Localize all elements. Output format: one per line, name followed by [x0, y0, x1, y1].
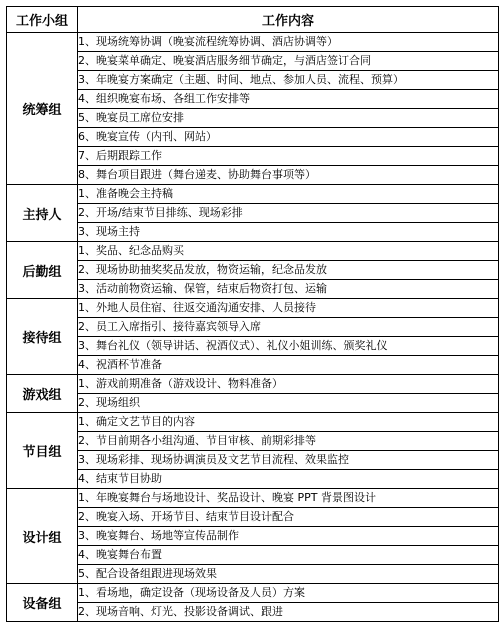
table-row [7, 451, 499, 470]
task-item: 1、看场地，确定设备（现场设备及人员）方案 [78, 584, 499, 603]
table-row [7, 413, 499, 432]
table-row [7, 261, 499, 280]
table-row [7, 166, 499, 185]
work-assignment-table [6, 6, 499, 622]
table-row [7, 52, 499, 71]
table-row [7, 489, 499, 508]
task-item: 2、现场音响、灯光、投影设备调试、跟进 [78, 603, 499, 622]
group-name: 主持人 [7, 185, 78, 242]
task-item: 3、现场主持 [78, 223, 499, 242]
table-row [7, 223, 499, 242]
task-item: 2、开场/结束节目排练、现场彩排 [78, 204, 499, 223]
task-item: 4、组织晚宴布场、各组工作安排等 [78, 90, 499, 109]
task-item: 1、外地人员住宿、往返交通沟通安排、人员接待 [78, 299, 499, 318]
task-item: 2、晚宴菜单确定、晚宴酒店服务细节确定，与酒店签订合同 [78, 52, 499, 71]
task-item: 1、游戏前期准备（游戏设计、物料准备） [78, 375, 499, 394]
table-row [7, 242, 499, 261]
task-item: 1、现场统筹协调（晚宴流程统筹协调、酒店协调等） [78, 33, 499, 52]
table-row [7, 584, 499, 603]
header-row [7, 7, 499, 33]
table-row [7, 470, 499, 489]
table-row [7, 375, 499, 394]
task-item: 3、活动前物资运输、保管，结束后物资打包、运输 [78, 280, 499, 299]
task-item: 5、配合设备组跟进现场效果 [78, 565, 499, 584]
task-item: 4、结束节目协助 [78, 470, 499, 489]
table-row [7, 546, 499, 565]
group-name: 设计组 [7, 489, 78, 584]
group-name: 游戏组 [7, 375, 78, 413]
task-item: 4、晚宴舞台布置 [78, 546, 499, 565]
task-item: 1、奖品、纪念品购买 [78, 242, 499, 261]
header-group: 工作小组 [7, 7, 78, 33]
table-row [7, 318, 499, 337]
table-row [7, 394, 499, 413]
table-row [7, 603, 499, 622]
table-row [7, 71, 499, 90]
table-row [7, 299, 499, 318]
table-row [7, 33, 499, 52]
task-item: 3、年晚宴方案确定（主题、时间、地点、参加人员、流程、预算） [78, 71, 499, 90]
table-row [7, 90, 499, 109]
task-item: 2、员工入席指引、接待嘉宾领导入席 [78, 318, 499, 337]
table-row [7, 565, 499, 584]
table-row [7, 204, 499, 223]
table-row [7, 109, 499, 128]
table-row [7, 356, 499, 375]
table-row [7, 128, 499, 147]
group-name: 统筹组 [7, 33, 78, 185]
table-row [7, 280, 499, 299]
task-item: 3、舞台礼仪（领导讲话、祝酒仪式）、礼仪小姐训练、颁奖礼仪 [78, 337, 499, 356]
table-row [7, 508, 499, 527]
task-item: 3、晚宴舞台、场地等宣传品制作 [78, 527, 499, 546]
task-item: 3、现场彩排、现场协调演员及文艺节目流程、效果监控 [78, 451, 499, 470]
task-item: 2、晚宴入场、开场节目、结束节目设计配合 [78, 508, 499, 527]
group-name: 节目组 [7, 413, 78, 489]
task-item: 8、舞台项目跟进（舞台递麦、协助舞台事项等） [78, 166, 499, 185]
task-item: 7、后期跟踪工作 [78, 147, 499, 166]
task-item: 2、节目前期各小组沟通、节目审核、前期彩排等 [78, 432, 499, 451]
task-item: 1、准备晚会主持稿 [78, 185, 499, 204]
group-name: 后勤组 [7, 242, 78, 299]
task-item: 2、现场协助抽奖奖品发放，物资运输，纪念品发放 [78, 261, 499, 280]
task-item: 1、确定文艺节目的内容 [78, 413, 499, 432]
task-item: 1、年晚宴舞台与场地设计、奖品设计、晚宴 PPT 背景图设计 [78, 489, 499, 508]
table-row [7, 185, 499, 204]
group-name: 设备组 [7, 584, 78, 622]
task-item: 4、祝酒杯节准备 [78, 356, 499, 375]
task-item: 6、晚宴宣传（内刊、网站） [78, 128, 499, 147]
table-row [7, 527, 499, 546]
task-item: 5、晚宴员工席位安排 [78, 109, 499, 128]
group-name: 接待组 [7, 299, 78, 375]
table-row [7, 147, 499, 166]
header-content: 工作内容 [78, 7, 499, 33]
table-row [7, 337, 499, 356]
task-item: 2、现场组织 [78, 394, 499, 413]
table-row [7, 432, 499, 451]
